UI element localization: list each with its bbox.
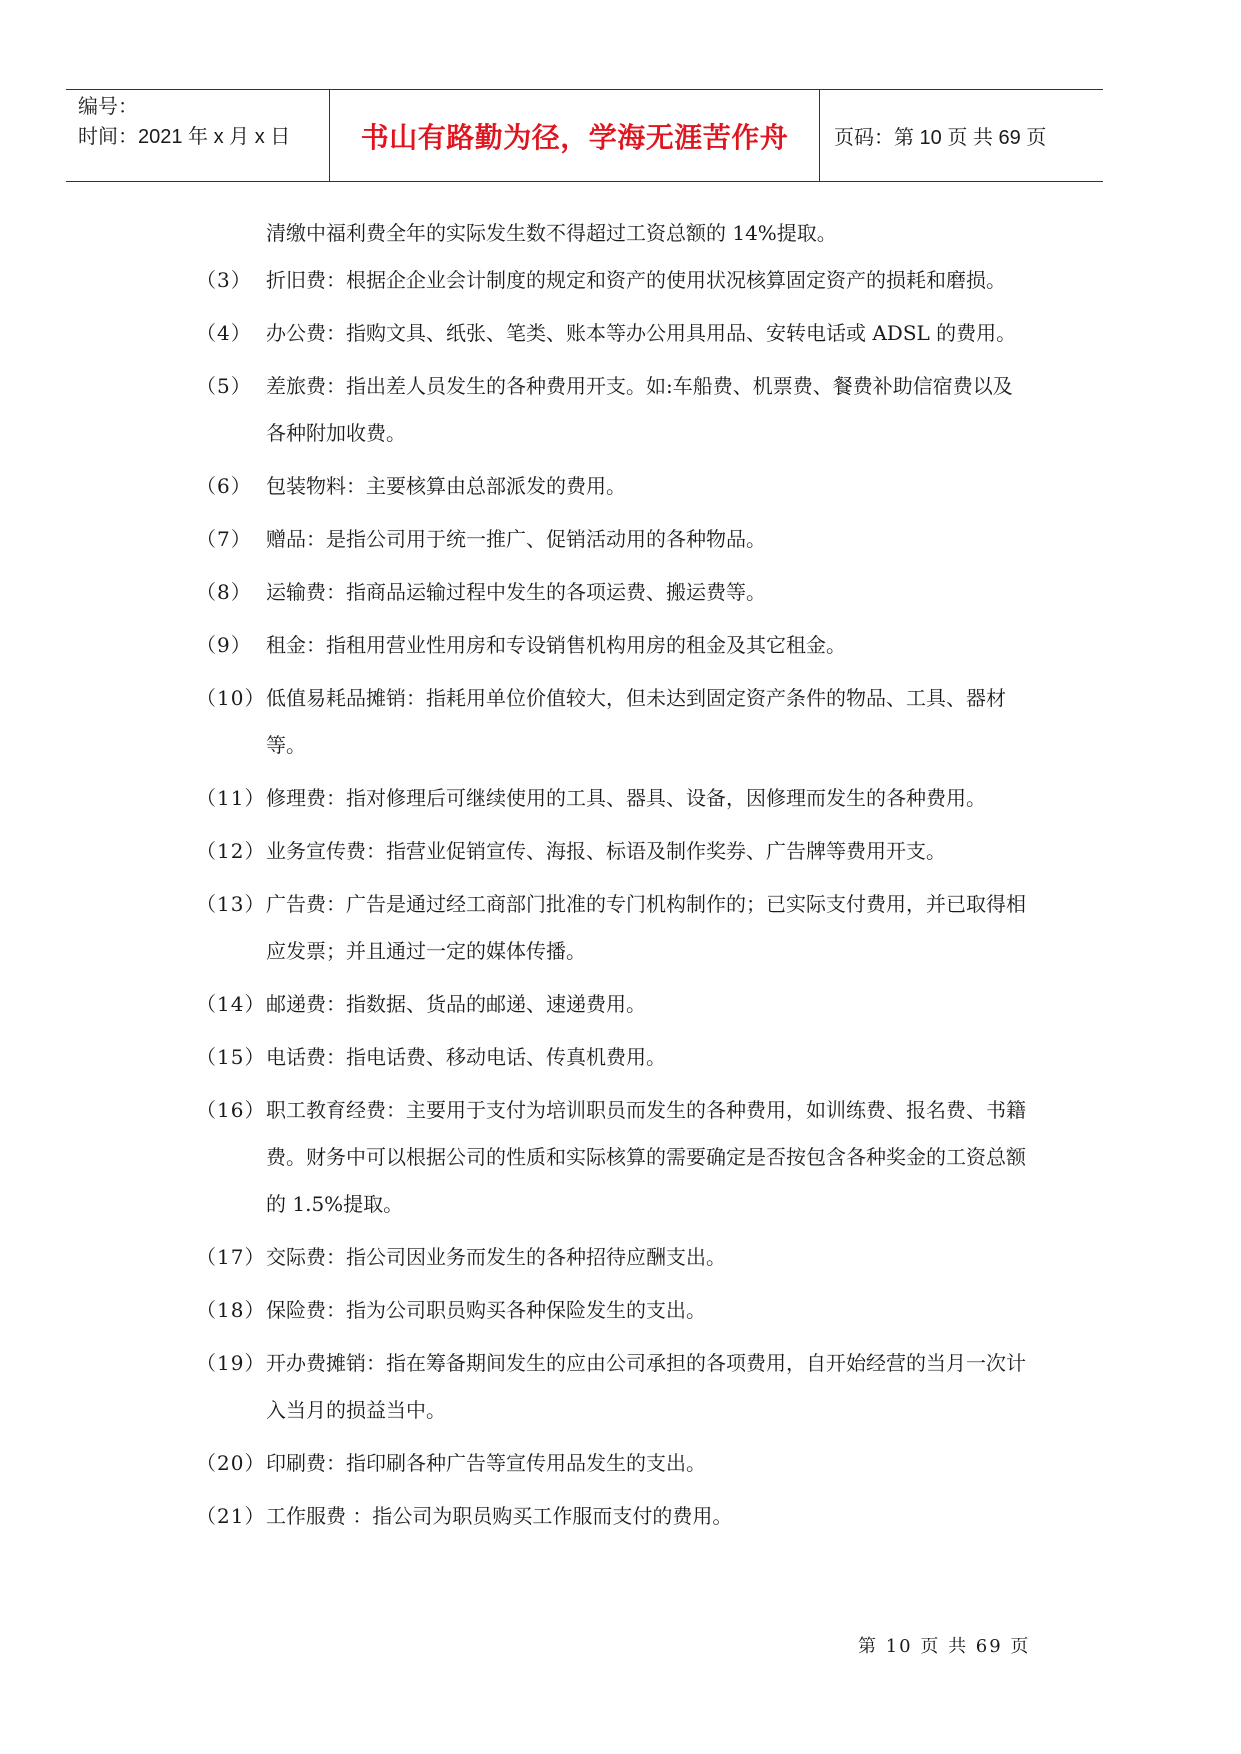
list-item	[196, 887, 1026, 975]
list-item	[196, 1499, 1026, 1540]
item-text: 赠品：是指公司用于统一推广、促销活动用的各种物品。	[266, 527, 766, 551]
item-number: （5）	[196, 374, 252, 398]
item-number: （13）	[196, 892, 266, 916]
motto-text: 书山有路勤为径，学海无涯苦作舟	[360, 120, 789, 154]
list-item	[196, 987, 1026, 1028]
item-text: 运输费：指商品运输过程中发生的各项运费、搬运费等。	[266, 580, 766, 604]
item-number: （10）	[196, 686, 266, 710]
item-number: （15）	[196, 1045, 266, 1069]
list-item	[196, 628, 1026, 669]
header-meta	[66, 90, 330, 181]
list-item	[196, 681, 1026, 769]
item-text: 办公费：指购文具、纸张、笔类、账本等办公用具用品、安转电话或 ADSL 的费用。	[266, 321, 1017, 345]
item-number: （12）	[196, 839, 266, 863]
item-text: 业务宣传费：指营业促销宣传、海报、标语及制作奖券、广告牌等费用开支。	[266, 839, 946, 863]
item-text: 电话费：指电话费、移动电话、传真机费用。	[266, 1045, 666, 1069]
item-number: （19）	[196, 1351, 266, 1375]
item-number: （17）	[196, 1245, 266, 1269]
list-item	[196, 1040, 1026, 1081]
item-number: （18）	[196, 1298, 266, 1322]
item-number: （21）	[196, 1504, 266, 1528]
page-info-text: 页码：第 10 页 共 69 页	[834, 127, 1047, 149]
item-text: 低值易耗品摊销：指耗用单位价值较大，但未达到固定资产条件的物品、工具、器材等。	[266, 686, 1006, 757]
expense-item-list	[196, 263, 1026, 1540]
list-item	[196, 263, 1026, 304]
item-text: 印刷费：指印刷各种广告等宣传用品发生的支出。	[266, 1451, 706, 1475]
header-motto	[330, 90, 820, 181]
page-footer: 第 10 页 共 69 页	[858, 1636, 1031, 1657]
header-page-info	[820, 90, 1103, 181]
item-number: （14）	[196, 992, 266, 1016]
item-text: 广告费：广告是通过经工商部门批准的专门机构制作的；已实际支付费用，并已取得相应发票；并且通过一定的媒体传播。	[266, 892, 1026, 963]
list-item	[196, 1240, 1026, 1281]
item-text: 租金：指租用营业性用房和专设销售机构用房的租金及其它租金。	[266, 633, 846, 657]
list-item	[196, 522, 1026, 563]
list-item	[196, 834, 1026, 875]
document-number-label: 编号：	[78, 96, 138, 118]
list-item	[196, 316, 1026, 357]
item-number: （3）	[196, 268, 252, 292]
item-text: 包装物料：主要核算由总部派发的费用。	[266, 474, 626, 498]
list-item	[196, 1293, 1026, 1334]
item-text: 交际费：指公司因业务而发生的各种招待应酬支出。	[266, 1245, 726, 1269]
list-item	[196, 1346, 1026, 1434]
item-text: 差旅费：指出差人员发生的各种费用开支。如:车船费、机票费、餐费补助信宿费以及各种附加收费。	[266, 374, 1013, 445]
list-item	[196, 1446, 1026, 1487]
item-number: （4）	[196, 321, 252, 345]
item-number: （11）	[196, 786, 266, 810]
item-number: （16）	[196, 1098, 266, 1122]
item-text: 折旧费：根据企企业会计制度的规定和资产的使用状况核算固定资产的损耗和磨损。	[266, 268, 1006, 292]
item-number: （6）	[196, 474, 252, 498]
item-text: 邮递费：指数据、货品的邮递、速递费用。	[266, 992, 646, 1016]
item-text: 修理费：指对修理后可继续使用的工具、器具、设备，因修理而发生的各种费用。	[266, 786, 986, 810]
item-text: 工作服费 ：指公司为职员购买工作服而支付的费用。	[266, 1504, 733, 1528]
list-item	[196, 369, 1026, 457]
item-number: （7）	[196, 527, 252, 551]
document-time-label: 时间：2021 年 x 月 x 日	[78, 126, 291, 148]
item-number: （20）	[196, 1451, 266, 1475]
list-item	[196, 781, 1026, 822]
list-item	[196, 469, 1026, 510]
item-number: （9）	[196, 633, 252, 657]
item-text: 职工教育经费：主要用于支付为培训职员而发生的各种费用，如训练费、报名费、书籍费。财务中可以根据公司的性质和实际核算的需要确定是否按包含各种奖金的工资总额的 1.5%提取。	[266, 1098, 1026, 1216]
document-body	[196, 216, 1026, 1552]
item-text: 保险费：指为公司职员购买各种保险发生的支出。	[266, 1298, 706, 1322]
continuation-paragraph: 清缴中福利费全年的实际发生数不得超过工资总额的 14%提取。	[266, 221, 837, 245]
item-text: 开办费摊销：指在筹备期间发生的应由公司承担的各项费用，自开始经营的当月一次计入当月的损益当中。	[266, 1351, 1026, 1422]
list-item	[196, 1093, 1026, 1228]
item-number: （8）	[196, 580, 252, 604]
page-header	[66, 89, 1103, 182]
list-item	[196, 575, 1026, 616]
